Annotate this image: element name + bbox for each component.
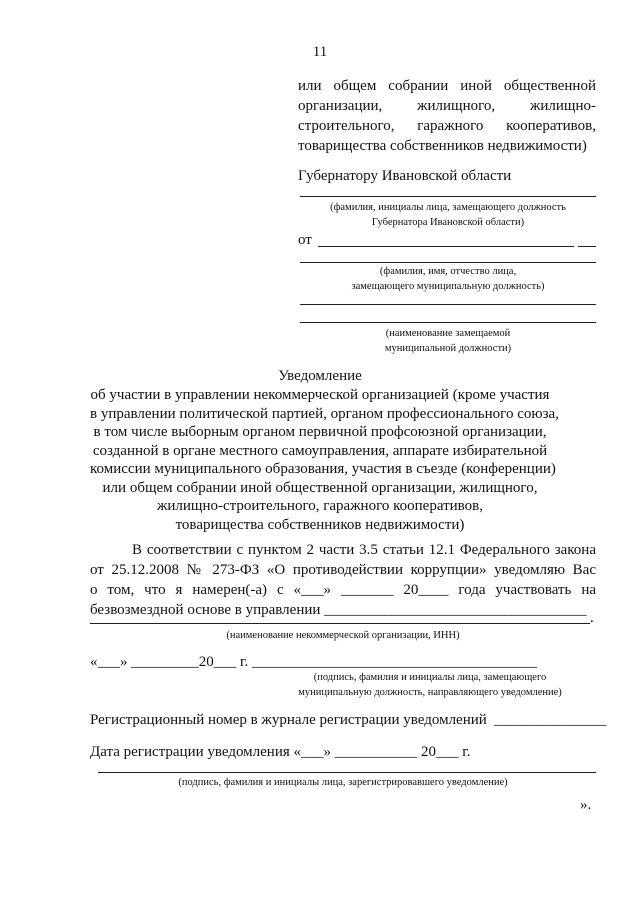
paragraph-line: В соответствии с пунктом 2 части 3.5 статьи 12.1 Федерального закона: [132, 542, 596, 558]
notice-line: в управлении политической партией, органом профессионального союза,: [90, 405, 559, 422]
notice-title: Уведомление: [278, 368, 362, 384]
from-name-line-end[interactable]: [578, 246, 596, 247]
from-name-line[interactable]: [318, 246, 574, 247]
registrar-signature-line[interactable]: [98, 772, 596, 773]
caption-organization: (наименование некоммерческой организации, ИНН): [226, 630, 460, 641]
notice-paragraph: [90, 540, 596, 620]
header-line: или общем собрании иной общественной: [298, 78, 596, 94]
notice-line: созданной в органе местного самоуправления, аппарате избирательной: [92, 442, 548, 459]
caption-text: замещающего муниципальную должность): [351, 281, 545, 292]
registration-date-line[interactable]: Дата регистрации уведомления «___» ___________ 20___ г.: [90, 744, 471, 760]
notice-line: в том числе выборным органом первичной профсоюзной организации,: [93, 424, 547, 440]
notice-line: или общем собрании иной общественной организации, жилищного,: [102, 479, 538, 496]
notice-line: жилищно-строительного, гаражного кооперативов,: [156, 498, 483, 514]
caption-registrar: (подпись, фамилия и инициалы лица, зарегистрировавшего уведомление): [178, 777, 508, 788]
registration-number-field[interactable]: _______________: [494, 712, 607, 728]
notice-line: комиссии муниципального образования, участия в съезде (конференции): [90, 461, 556, 477]
caption-text: (подпись, фамилия и инициалы лица, замещающего: [313, 672, 547, 683]
position-line-1[interactable]: [300, 304, 596, 305]
closing-mark: ».: [580, 797, 592, 813]
caption-governor: [300, 200, 596, 230]
caption-text: (фамилия, имя, отчество лица,: [379, 266, 517, 277]
notice-subject: [90, 386, 559, 534]
name-line[interactable]: [300, 262, 596, 263]
header-line: товарищества собственников недвижимости): [298, 138, 587, 154]
notice-line: об участии в управлении некоммерческой организацией (кроме участия: [90, 387, 550, 403]
page-number: 11: [312, 44, 328, 60]
addressee: Губернатору Ивановской области: [298, 168, 512, 184]
caption-text: Губернатора Ивановской области): [371, 217, 525, 228]
paragraph-line: безвозмездной основе в управлении ___________________________________: [90, 602, 587, 618]
caption-position: [300, 326, 596, 356]
position-line-2[interactable]: [300, 322, 596, 323]
caption-text: (наименование замещаемой: [385, 328, 511, 339]
from-label: от: [298, 232, 312, 248]
organization-line-end: .: [590, 610, 594, 626]
notice-line: товарищества собственников недвижимости): [175, 516, 465, 533]
governor-name-line[interactable]: [300, 196, 596, 197]
header-line: организации, жилищного, жилищно-: [298, 98, 596, 114]
caption-text: муниципальную должность, направляющего уведомление): [298, 687, 562, 698]
header-line: строительного, гаражного кооперативов,: [298, 118, 596, 134]
caption-text: муниципальной должности): [384, 343, 512, 354]
organization-line[interactable]: [90, 623, 590, 624]
registration-number-label: Регистрационный номер в журнале регистрации уведомлений: [90, 712, 487, 728]
paragraph-line: от 25.12.2008 № 273-ФЗ «О противодействии коррупции» уведомляю Вас: [90, 562, 596, 578]
caption-name: [300, 264, 596, 294]
caption-text: (фамилия, инициалы лица, замещающего должность: [330, 202, 566, 213]
applicant-date-signature-line[interactable]: «___» _________20___ г. ______________________________________: [90, 654, 537, 670]
paragraph-line: о том, что я намерен(-а) с «___» _______ 20____ года участвовать на: [90, 582, 596, 598]
caption-applicant-signature: [270, 670, 590, 700]
form-context-header: [298, 76, 596, 156]
